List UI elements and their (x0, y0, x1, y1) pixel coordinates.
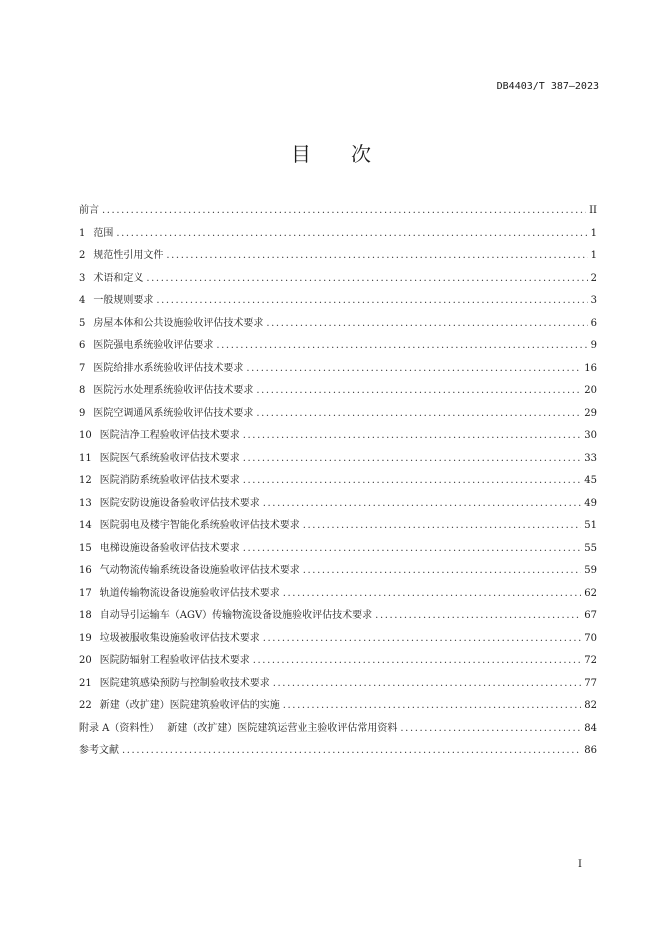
toc-entry-page: 55 (584, 542, 597, 554)
toc-dot-leader (283, 695, 582, 718)
toc-entry-number: 1 (79, 227, 86, 239)
toc-entry-page: 45 (584, 475, 597, 486)
toc-entry-page: 33 (584, 452, 597, 464)
toc-entry-page: 29 (584, 407, 597, 419)
toc-entry[interactable] (79, 268, 597, 291)
toc-dot-leader (116, 223, 587, 246)
toc-entry-page: 9 (590, 340, 597, 351)
toc-dot-leader (303, 515, 582, 538)
toc-entry[interactable] (79, 718, 597, 741)
toc-entry-page: 20 (584, 385, 597, 396)
toc-entry[interactable] (79, 313, 597, 336)
toc-entry[interactable] (79, 560, 597, 583)
toc-entry[interactable] (79, 448, 597, 471)
toc-entry-page: 1 (590, 250, 597, 261)
toc-dot-leader (283, 583, 582, 606)
toc-entry[interactable] (79, 515, 597, 538)
toc-entry-number: 18 (79, 610, 92, 621)
toc-entry-number: 5 (79, 317, 86, 329)
toc-entry-number: 9 (79, 407, 86, 419)
toc-entry-number: 8 (79, 385, 86, 396)
toc-dot-leader (246, 358, 581, 381)
toc-entry-number: 12 (79, 475, 92, 486)
toc-entry-label: 新建（改扩建）医院建筑运营业主验收评估常用资料 (167, 722, 398, 734)
toc-entry-page: 77 (584, 677, 597, 689)
toc-entry[interactable] (79, 538, 597, 561)
toc-entry-label: 范围 (93, 227, 114, 239)
toc-entry-page: 59 (584, 565, 597, 576)
standard-code: DB4403/T 387—2023 (496, 81, 599, 92)
toc-entry[interactable] (79, 425, 597, 448)
toc-entry-label: 医院医气系统验收评估技术要求 (99, 452, 240, 464)
toc-entry-page: 67 (584, 610, 597, 621)
toc-dot-leader (263, 628, 582, 651)
toc-entry-label: 医院消防系统验收评估技术要求 (99, 475, 240, 486)
toc-entry-number: 15 (79, 542, 92, 554)
toc-entry[interactable] (79, 583, 597, 606)
toc-entry[interactable] (79, 380, 597, 403)
toc-entry[interactable] (79, 335, 597, 358)
toc-entry-page: 1 (590, 227, 597, 239)
toc-entry-number: 4 (79, 295, 86, 306)
toc-dot-leader (273, 673, 582, 696)
toc-entry[interactable] (79, 740, 597, 763)
toc-entry-label: 前言 (79, 205, 99, 216)
toc-entry-number: 20 (79, 655, 92, 666)
toc-entry-label: 医院弱电及楼宇智能化系统验收评估技术要求 (99, 520, 300, 531)
toc-entry-label: 医院空调通风系统验收评估技术要求 (93, 407, 254, 419)
toc-dot-leader (256, 403, 581, 426)
toc-dot-leader (146, 268, 587, 291)
toc-entry-page: 2 (590, 272, 597, 284)
toc-entry-label: 医院安防设施设备验收评估技术要求 (99, 497, 260, 509)
toc-entry-page: 30 (584, 430, 597, 441)
toc-entry[interactable] (79, 605, 597, 628)
toc-entry-page: 6 (590, 317, 597, 329)
toc-entry-label: 一般规则要求 (93, 295, 154, 306)
toc-dot-leader (303, 560, 582, 583)
toc-entry-number: 13 (79, 497, 92, 509)
toc-entry-number: 10 (79, 430, 92, 441)
toc-entry-page: 49 (584, 497, 597, 509)
toc-entry-label: 医院洁净工程验收评估技术要求 (99, 430, 240, 441)
toc-entry-page: 82 (584, 700, 597, 711)
toc-entry-label: 房屋本体和公共设施验收评估技术要求 (93, 317, 264, 329)
toc-entry-page: 84 (584, 722, 597, 734)
toc-dot-leader (243, 448, 582, 471)
toc-dot-leader (243, 470, 582, 493)
toc-dot-leader (375, 605, 581, 628)
page-number: I (578, 859, 582, 870)
toc-dot-leader (166, 245, 587, 268)
toc-dot-leader (122, 740, 581, 763)
toc-entry-number: 7 (79, 362, 86, 374)
toc-entry-label: 术语和定义 (93, 272, 144, 284)
toc-entry-label: 规范性引用文件 (93, 250, 164, 261)
toc-entry-number: 附录 A（资料性） (79, 722, 160, 734)
toc-dot-leader (400, 718, 581, 741)
toc-entry[interactable] (79, 200, 597, 223)
toc-entry-label: 医院建筑感染预防与控制验收技术要求 (99, 677, 270, 689)
toc-entry-page: 86 (584, 745, 597, 756)
title-char-1: 目 (291, 142, 311, 166)
toc-dot-leader (263, 493, 582, 516)
toc-entry-page: 16 (584, 362, 597, 374)
toc-entry-label: 轨道传输物流设备设施验收评估技术要求 (99, 587, 280, 599)
toc-dot-leader (243, 538, 582, 561)
toc-entry-label: 电梯设施设备验收评估技术要求 (99, 542, 240, 554)
toc-entry-label: 医院防辐射工程验收评估技术要求 (99, 655, 250, 666)
toc-entry[interactable] (79, 290, 597, 313)
toc-entry-page: 70 (584, 632, 597, 644)
toc-entry-number: 3 (79, 272, 86, 284)
toc-entry[interactable] (79, 695, 597, 718)
toc-entry[interactable] (79, 493, 597, 516)
toc-entry-number: 17 (79, 587, 92, 599)
toc-entry[interactable] (79, 245, 597, 268)
toc-entry-number: 22 (79, 700, 92, 711)
toc-entry-label: 医院给排水系统验收评估技术要求 (93, 362, 244, 374)
toc-dot-leader (156, 290, 587, 313)
toc-entry-number: 14 (79, 520, 92, 531)
toc-dot-leader (253, 650, 582, 673)
toc-entry-number: 16 (79, 565, 92, 576)
toc-entry-label: 新建（改扩建）医院建筑验收评估的实施 (99, 700, 280, 711)
toc-entry-number: 2 (79, 250, 86, 261)
toc-entry[interactable] (79, 403, 597, 426)
toc-entry-page: II (589, 205, 597, 216)
toc-entry[interactable] (79, 223, 597, 246)
toc-entry-number: 6 (79, 340, 86, 351)
toc-dot-leader (216, 335, 587, 358)
title-char-2: 次 (351, 142, 371, 166)
toc-entry-page: 72 (584, 655, 597, 666)
toc-entry-label: 自动导引运输车（AGV）传输物流设备设施验收评估技术要求 (99, 610, 373, 621)
toc-entry-page: 3 (590, 295, 597, 306)
toc-entry-label: 参考文献 (79, 745, 119, 756)
toc-dot-leader (243, 425, 582, 448)
toc-entry-page: 62 (584, 587, 597, 599)
toc-entry-page: 51 (584, 520, 597, 531)
toc-entry-label: 垃圾被服收集设施验收评估技术要求 (99, 632, 260, 644)
toc-entry[interactable] (79, 673, 597, 696)
toc-entry[interactable] (79, 470, 597, 493)
table-of-contents (79, 200, 597, 763)
toc-dot-leader (266, 313, 587, 336)
toc-entry-number: 19 (79, 632, 92, 644)
toc-dot-leader (256, 380, 581, 403)
page-title (0, 138, 662, 167)
toc-entry-label: 医院污水处理系统验收评估技术要求 (93, 385, 254, 396)
toc-dot-leader (102, 200, 586, 223)
toc-entry-number: 21 (79, 677, 92, 689)
toc-entry-number: 11 (79, 452, 92, 464)
toc-entry[interactable] (79, 628, 597, 651)
toc-entry-label: 医院强电系统验收评估要求 (93, 340, 214, 351)
toc-entry-label: 气动物流传输系统设备设施验收评估技术要求 (99, 565, 300, 576)
toc-entry[interactable] (79, 650, 597, 673)
toc-entry[interactable] (79, 358, 597, 381)
